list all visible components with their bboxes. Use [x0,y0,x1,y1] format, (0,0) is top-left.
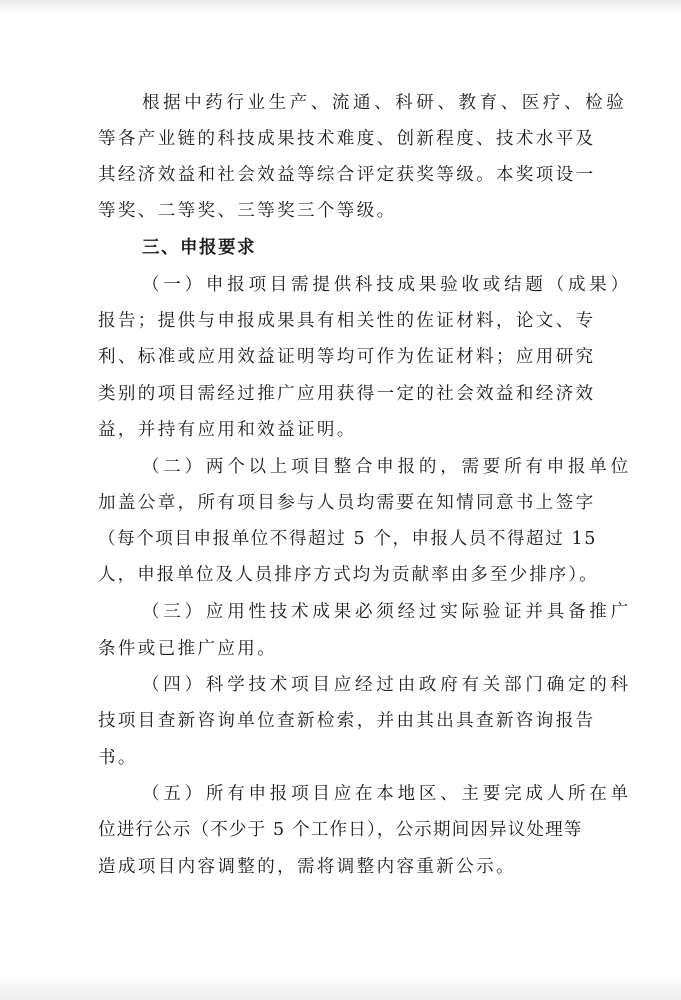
text-line: 等各产业链的科技成果技术难度、创新程度、技术水平及 [98,129,596,149]
paragraph-line [0,668,681,702]
text-line: 报告；提供与申报成果具有相关性的佐证材料，论文、专 [98,311,596,331]
text-line: （一）申报项目需提供科技成果验收或结题（成果） [142,275,632,295]
paragraph-line [0,268,681,302]
text-line: （三）应用性技术成果必须经过实际验证并具备推广 [142,602,632,622]
text-line: 利、标准或应用效益证明等均可作为佐证材料；应用研究 [98,347,596,367]
section-heading-line [0,231,681,265]
text-line: 等奖、二等奖、三等奖三个等级。 [98,201,397,221]
page-bottom-shadow [0,976,681,1000]
paragraph-line [0,704,681,738]
paragraph-line [0,304,681,338]
paragraph-line [0,86,681,120]
text-line: （二）两个以上项目整合申报的，需要所有申报单位 [142,457,632,477]
paragraph-line [0,741,681,775]
paragraph-line [0,486,681,520]
text-line: 根据中药行业生产、流通、科研、教育、医疗、检验 [142,93,628,113]
paragraph-line [0,850,681,884]
text-line: 加盖公章，所有项目参与人员均需要在知情同意书上签字 [98,493,596,513]
text-line: （五）所有申报项目应在本地区、主要完成人所在单 [142,784,632,804]
paragraph-line [0,158,681,192]
paragraph-line [0,194,681,228]
paragraph-line [0,413,681,447]
text-line: （四）科学技术项目应经过由政府有关部门确定的科 [142,675,632,695]
paragraph-line [0,450,681,484]
section-heading: 三、申报要求 [142,238,256,258]
text-line: （每个项目申报单位不得超过 5 个，申报人员不得超过 15 [98,529,597,549]
paragraph-line [0,595,681,629]
paragraph-line [0,122,681,156]
text-line: 条件或已推广应用。 [98,639,278,659]
paragraph-line [0,340,681,374]
text-line: 其经济效益和社会效益等综合评定获奖等级。本奖项设一 [98,165,596,185]
paragraph-line [0,522,681,556]
paragraph-line [0,777,681,811]
text-line: 位进行公示（不少于 5 个工作日），公示期间因异议处理等 [98,820,583,840]
page-top-shadow [0,0,681,14]
text-line: 人，申报单位及人员排序方式均为贡献率由多至少排序）。 [98,565,599,585]
paragraph-line [0,813,681,847]
paragraph-line [0,377,681,411]
text-line: 书。 [98,748,138,768]
text-line: 益，并持有应用和效益证明。 [98,420,357,440]
paragraph-line [0,558,681,592]
text-line: 技项目查新咨询单位查新检索，并由其出具查新咨询报告 [98,711,596,731]
text-line: 类别的项目需经过推广应用获得一定的社会效益和经济效 [98,384,596,404]
paragraph-line [0,632,681,666]
text-line: 造成项目内容调整的，需将调整内容重新公示。 [98,857,516,877]
